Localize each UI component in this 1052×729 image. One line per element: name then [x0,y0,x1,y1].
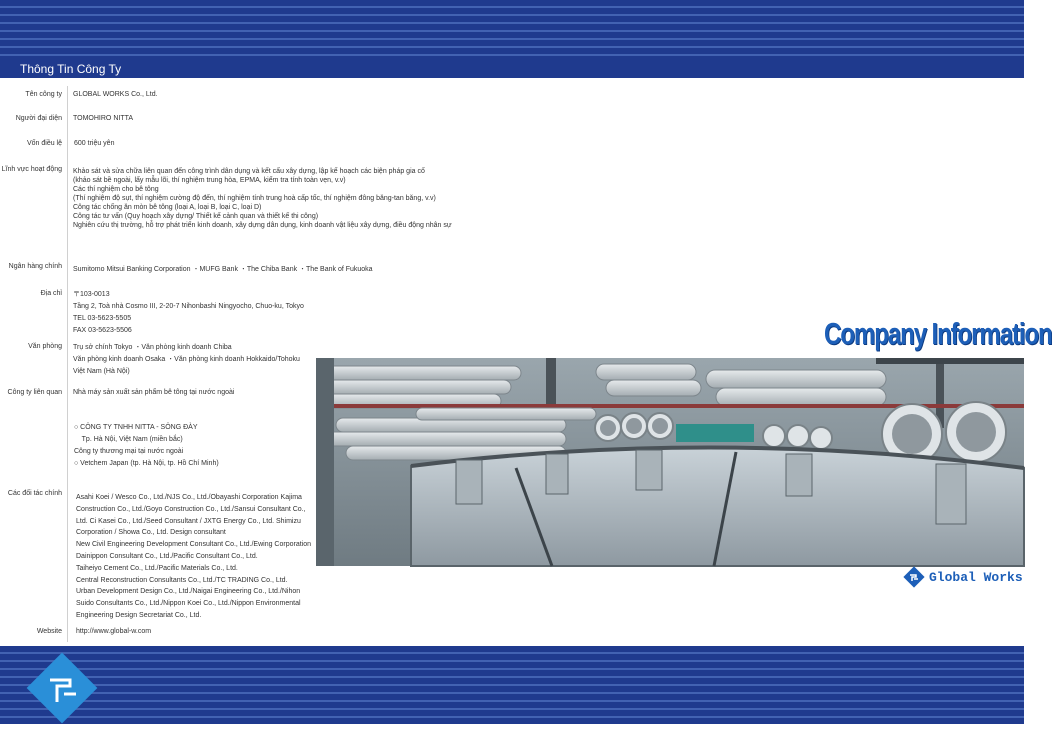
office-line: Trụ sở chính Tokyo ・Văn phòng kinh doanh Chiba [73,344,232,351]
global-works-logo-text: Global Works [929,569,1023,585]
business-line: (khảo sát bề ngoài, lấy mẫu lõi, thí nghiệm trung hòa, EPMA, kiểm tra tính toàn vẹn, v.v) [73,177,346,184]
photo-illustration [316,358,1024,566]
label-bank: Ngân hàng chính [8,263,62,270]
global-works-logo [903,567,1023,587]
label-affiliates: Công ty liên quan [7,389,62,396]
label-offices: Văn phòng [28,343,62,350]
concrete-pipe-yard-photo [316,358,1024,566]
office-line: Việt Nam (Hà Nội) [73,368,130,375]
label-capital: Vốn điều lệ [26,140,62,147]
big-diamond-logo-icon [26,652,98,724]
business-line: Công tác tư vấn (Quy hoạch xây dựng/ Thiết kế cảnh quan và thiết kế thi công) [73,213,319,220]
business-line: Nghiên cứu thị trường, hỗ trợ phát triển kinh doanh, xây dựng dân dụng, kinh doanh vật liệu xây dựng, điều động nhân sự [73,222,452,229]
partner-line: New Civil Engineering Development Consultant Co., Ltd./Ewing Corporation [76,541,312,549]
partner-line: Taiheiyo Cement Co., Ltd./Pacific Materials Co., Ltd. [76,564,238,572]
partner-line: Corporation / Showa Co., Ltd. Design consultant [76,529,226,537]
partner-line: Central Reconstruction Consultants Co., Ltd./TC TRADING Co., Ltd. [76,576,288,584]
business-line: Khảo sát và sửa chữa liên quan đến công trình dân dụng và kết cấu xây dựng, lập kế hoạch các biện pháp gia cố [73,168,425,175]
phone-number: TEL 03-5623-5505 [73,315,132,322]
affiliate-line: ○ Vetchem Japan (tp. Hà Nội, tp. Hồ Chí Minh) [74,460,219,467]
affiliate-line: Tp. Hà Nội, Việt Nam (miền bắc) [74,436,183,443]
column-divider [67,86,68,642]
partner-line: Urban Development Design Co., Ltd./Naigai Engineering Co., Ltd./Nihon [76,588,301,596]
representative-value: TOMOHIRO NITTA [73,115,134,122]
business-line: (Thí nghiệm độ sụt, thí nghiệm cường độ đến, thí nghiệm tính trung hoà cấp tốc, thí nghiệm đông băng-tan băng, v.v) [73,195,436,202]
company-name-value: GLOBAL WORKS Co., Ltd. [73,91,158,98]
address-block [73,289,304,337]
label-representative: Người đại diện [15,115,62,122]
street-address: Tầng 2, Toà nhà Cosmo III, 2-20-7 Nihonbashi Ningyocho, Chuo-ku, Tokyo [73,303,304,310]
bottom-stripe-band [0,646,1024,724]
header-bar [0,60,1024,78]
offices-block [73,342,300,378]
partner-line: Engineering Design Secretariat Co., Ltd. [76,611,202,619]
partner-line: Dainippon Consultant Co., Ltd./Pacific Consultant Co., Ltd. [76,552,258,560]
bank-value: Sumitomo Mitsui Banking Corporation ・MUFG Bank ・The Chiba Bank ・The Bank of Fukuoka [73,266,373,273]
capital-value: 600 triệu yên [74,140,115,147]
affiliates-block [74,422,219,470]
affiliates-intro: Nhà máy sản xuất sản phẩm bê tông tại nước ngoài [73,389,235,396]
label-company-name: Tên công ty [25,91,62,98]
company-information-title: Company Information [824,316,1052,351]
affiliate-line: ○ CÔNG TY TNHH NITTA - SÔNG ĐÀY [74,424,198,431]
office-line: Văn phòng kinh doanh Osaka ・Văn phòng kinh doanh Hokkaido/Tohoku [73,356,300,363]
business-block [73,167,452,230]
postal-code: 〒103-0013 [73,291,110,298]
global-works-diamond-icon [903,566,925,588]
partner-line: Suido Consultants Co., Ltd./Nippon Koei Co., Ltd./Nippon Environmental [76,600,301,608]
partners-block [76,492,311,622]
fax-number: FAX 03-5623-5506 [73,327,132,334]
partner-line: Construction Co., Ltd./Goyo Construction Co., Ltd./Sansui Consultant Co., [76,505,306,513]
label-partners: Các đối tác chính [7,490,62,497]
label-website: Website [36,628,62,635]
label-address: Địa chỉ [40,290,62,297]
page-title: Thông Tin Công Ty [20,62,122,76]
partner-line: Asahi Koei / Wesco Co., Ltd./NJS Co., Ltd./Obayashi Corporation Kajima [76,494,302,501]
affiliate-line: Công ty thương mại tại nước ngoài [74,448,184,455]
label-business: Lĩnh vực hoạt động [1,166,62,173]
partner-line: Ltd. Ci Kasei Co., Ltd./Seed Consultant / JXTG Energy Co., Ltd. Shimizu [76,517,301,525]
business-line: Các thí nghiệm cho bê tông [73,186,159,193]
business-line: Công tác chống ăn mòn bê tông (loại A, loại B, loại C, loại D) [73,204,262,211]
website-link[interactable]: http://www.global-w.com [76,628,152,635]
